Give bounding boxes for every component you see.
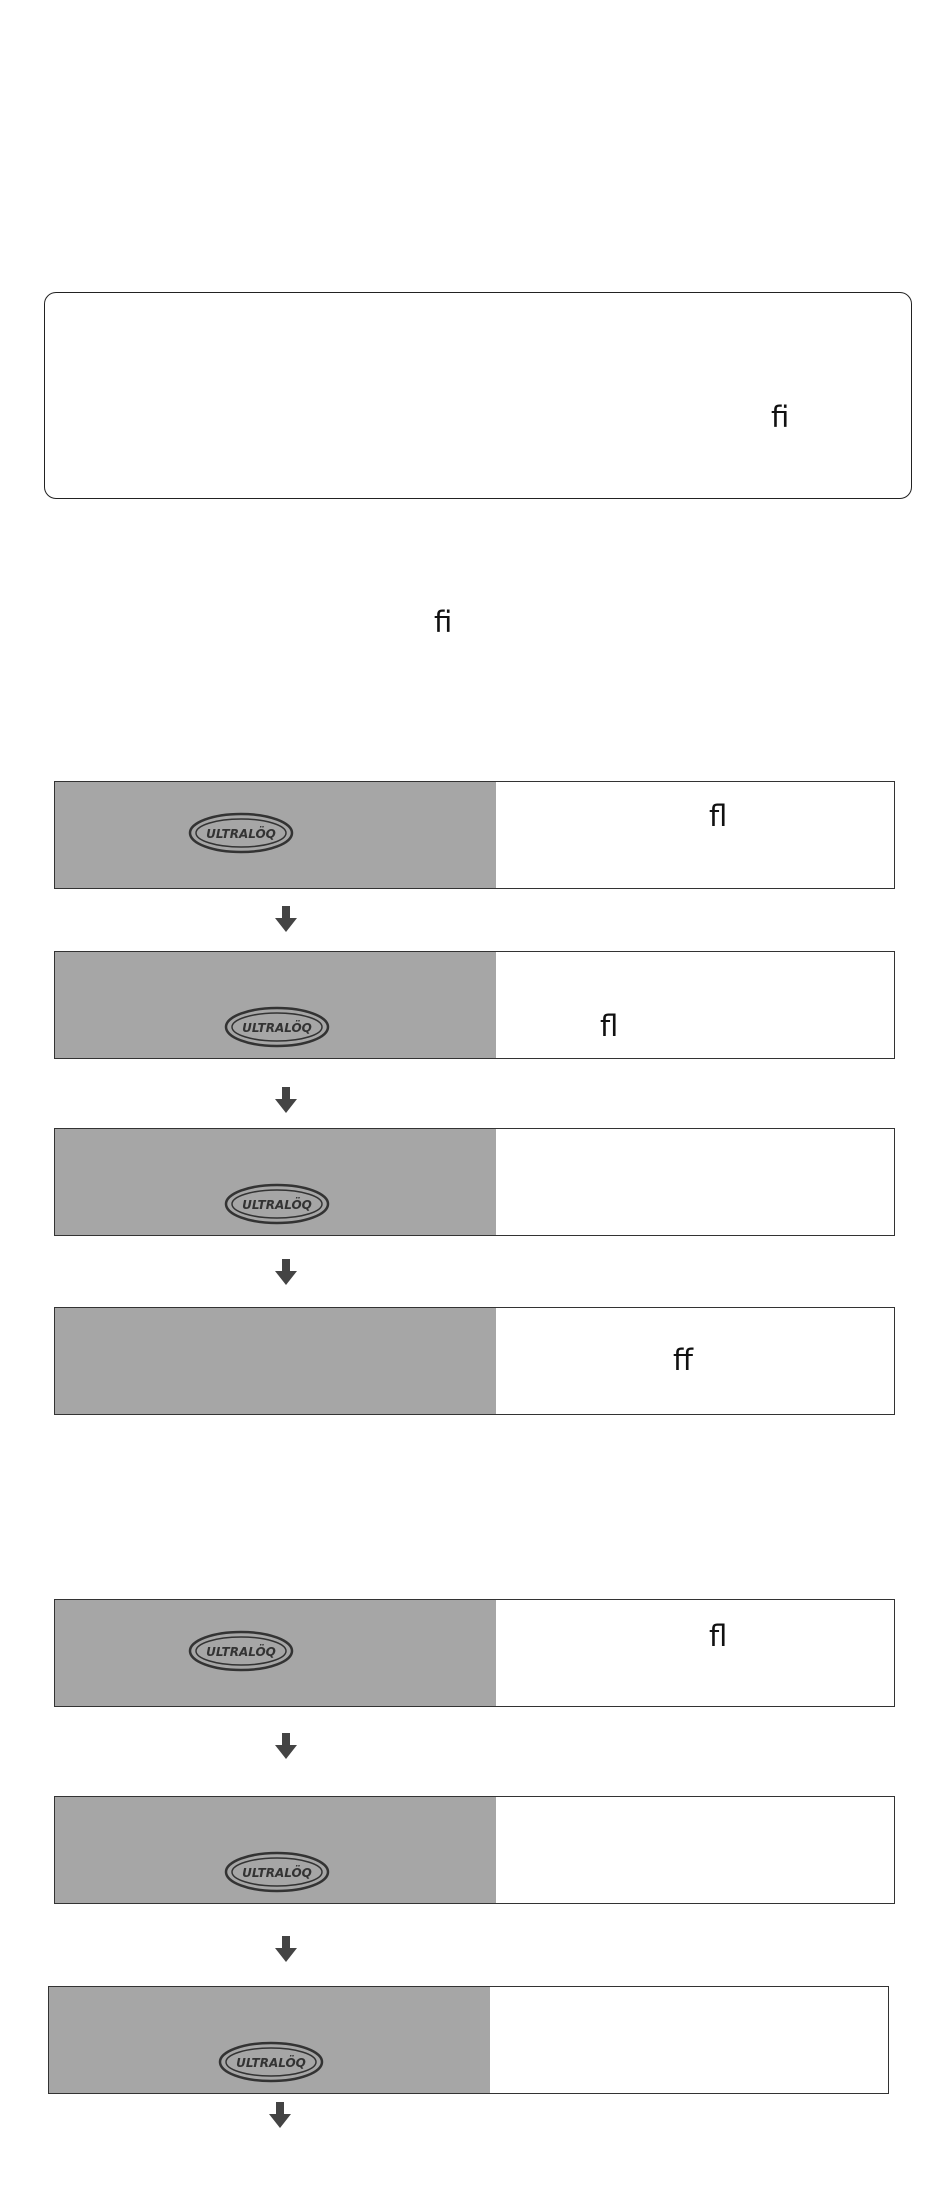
intro-ligature: ﬁ bbox=[434, 605, 453, 639]
step-image bbox=[55, 1797, 496, 1903]
section2-step-1 bbox=[54, 1599, 895, 1707]
section1-step-2 bbox=[54, 951, 895, 1059]
section1-step-4 bbox=[54, 1307, 895, 1415]
step-text-panel bbox=[490, 1987, 888, 2093]
step-text: ﬂ bbox=[709, 1619, 728, 1653]
note-box bbox=[44, 292, 912, 499]
section2-step-2 bbox=[54, 1796, 895, 1904]
section2-step-3 bbox=[48, 1986, 889, 2094]
svg-text:ULTRALÖQ: ULTRALÖQ bbox=[206, 827, 276, 841]
svg-text:ULTRALÖQ: ULTRALÖQ bbox=[236, 2056, 306, 2070]
ultraloq-logo-icon bbox=[187, 1629, 295, 1673]
ultraloq-logo-icon bbox=[187, 811, 295, 855]
step-text-panel bbox=[496, 782, 894, 888]
step-text: ﬂ bbox=[600, 1009, 619, 1043]
ultraloq-logo-icon bbox=[223, 1005, 331, 1049]
section1-step-1 bbox=[54, 781, 895, 889]
step-image bbox=[55, 1308, 496, 1414]
svg-text:ULTRALÖQ: ULTRALÖQ bbox=[242, 1866, 312, 1880]
step-image bbox=[55, 952, 496, 1058]
arrow-down-icon bbox=[275, 1936, 297, 1962]
arrow-down-icon bbox=[275, 1733, 297, 1759]
step-text-panel bbox=[496, 1600, 894, 1706]
arrow-down-icon bbox=[275, 1087, 297, 1113]
arrow-down-icon bbox=[275, 1259, 297, 1285]
svg-text:ULTRALÖQ: ULTRALÖQ bbox=[242, 1198, 312, 1212]
ultraloq-logo-icon bbox=[223, 1850, 331, 1894]
note-ligature: ﬁ bbox=[771, 400, 790, 434]
svg-text:ULTRALÖQ: ULTRALÖQ bbox=[242, 1021, 312, 1035]
arrow-down-icon bbox=[275, 906, 297, 932]
svg-text:ULTRALÖQ: ULTRALÖQ bbox=[206, 1645, 276, 1659]
step-text-panel bbox=[496, 1797, 894, 1903]
step-text-panel bbox=[496, 952, 894, 1058]
ultraloq-logo-icon bbox=[223, 1182, 331, 1226]
step-image bbox=[55, 782, 496, 888]
arrow-down-icon bbox=[269, 2102, 291, 2128]
ultraloq-logo-icon bbox=[217, 2040, 325, 2084]
step-text: ﬂ bbox=[709, 799, 728, 833]
step-text-panel bbox=[496, 1129, 894, 1235]
section1-step-3 bbox=[54, 1128, 895, 1236]
step-text-panel bbox=[496, 1308, 894, 1414]
step-text: ﬀ bbox=[673, 1343, 693, 1377]
step-image bbox=[55, 1600, 496, 1706]
step-image bbox=[55, 1129, 496, 1235]
step-image bbox=[49, 1987, 490, 2093]
